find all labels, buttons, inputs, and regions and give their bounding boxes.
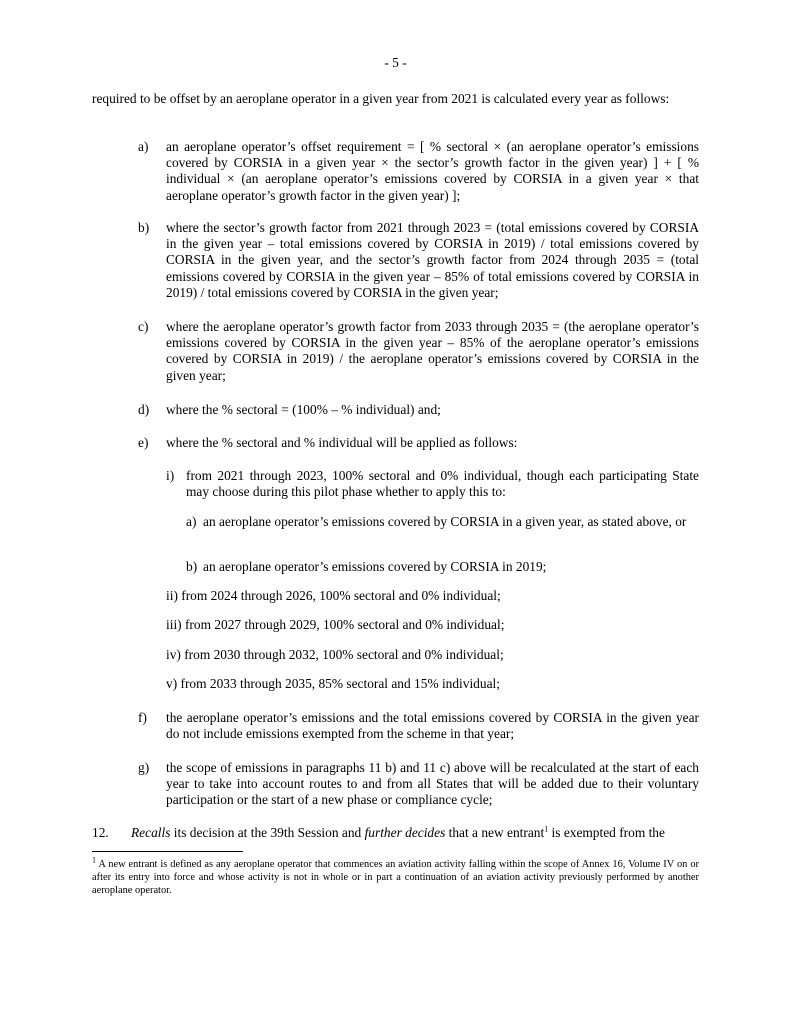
- paragraph-12: [131, 825, 699, 841]
- recalls-text: Recalls: [131, 825, 171, 840]
- item-e-label: e): [138, 435, 149, 450]
- page-number: - 5 -: [384, 55, 407, 70]
- intro-paragraph: required to be offset by an aeroplane operator in a given year from 2021 is calculated every year as follows:: [92, 91, 670, 106]
- further-decides-text: further decides: [364, 825, 446, 840]
- sub-i-text: from 2021 through 2023, 100% sectoral and 0% individual, though each participating State may choose during this pilot phase whether to apply this to:: [186, 468, 699, 500]
- sub-ii: ii) from 2024 through 2026, 100% sectoral and 0% individual;: [166, 588, 501, 603]
- sub-i-label: i): [166, 468, 175, 483]
- p12-part2: that a new entrant: [445, 825, 545, 840]
- item-a-text: an aeroplane operator’s offset requirement = [ % sectoral × (an aeroplane operator’s emissions covered by CORSIA in a given year × the sector’s growth factor in the given year) ] + [ % individual × (an aeroplane operator’s emissions covered by CORSIA in a given year × that aeroplane operator’s growth factor in the given year) ];: [166, 139, 699, 203]
- sub-v: v) from 2033 through 2035, 85% sectoral and 15% individual;: [166, 676, 500, 691]
- item-f-label: f): [138, 710, 147, 725]
- item-b-label: b): [138, 220, 150, 235]
- footnote-divider: [92, 851, 243, 852]
- item-c-text: where the aeroplane operator’s growth factor from 2033 through 2035 = (the aeroplane operator’s emissions covered by CORSIA in the given year – 85% of the aeroplane operator’s emissions covered by CORSIA in 2019) / the aeroplane operator’s emissions covered by CORSIA in the given year;: [166, 319, 699, 383]
- sub-i-option-b-text: an aeroplane operator’s emissions covered by CORSIA in 2019;: [203, 559, 547, 574]
- footnote-ref[interactable]: 1: [544, 824, 549, 834]
- item-a-label: a): [138, 139, 149, 154]
- item-d-label: d): [138, 402, 150, 417]
- item-c-label: c): [138, 319, 149, 334]
- footnote-text: A new entrant is defined as any aeroplane operator that commences an aviation activity falling within the scope of Annex 16, Volume IV on or after its entry into force and whose activity is not in whole or in part a continuation of an aviation activity previously performed by another aeroplane operator.: [92, 859, 699, 897]
- item-f-text: the aeroplane operator’s emissions and the total emissions covered by CORSIA in the given year do not include emissions exempted from the scheme in that year;: [166, 710, 699, 742]
- sub-i-option-b-label: b): [186, 559, 198, 574]
- item-g-label: g): [138, 760, 150, 775]
- item-g-text: the scope of emissions in paragraphs 11 b) and 11 c) above will be recalculated at the start of each year to take into account routes to and from all States that will be added due to their voluntary participation or the start of a new phase or compliance cycle;: [166, 760, 699, 808]
- item-d-text: where the % sectoral = (100% – % individual) and;: [166, 402, 441, 417]
- footnote-marker: 1: [92, 855, 96, 865]
- sub-i-option-a-label: a): [186, 514, 197, 529]
- sub-i-option-a-text: an aeroplane operator’s emissions covered by CORSIA in a given year, as stated above, or: [203, 514, 687, 529]
- sub-iv: iv) from 2030 through 2032, 100% sectoral and 0% individual;: [166, 647, 504, 662]
- sub-iii: iii) from 2027 through 2029, 100% sectoral and 0% individual;: [166, 617, 505, 632]
- paragraph-12-number: 12.: [92, 825, 109, 840]
- footnote: [92, 855, 699, 898]
- p12-part3: is exempted from the: [548, 825, 665, 840]
- item-e-text: where the % sectoral and % individual will be applied as follows:: [166, 435, 518, 450]
- item-b-text: where the sector’s growth factor from 2021 through 2023 = (total emissions covered by CORSIA in the given year – total emissions covered by CORSIA in 2019) / total emissions covered by CORSIA in the given year, and the sector’s growth factor from 2024 through 2035 = (total emissions covered by CORSIA in the given year – 85% of total emissions covered by CORSIA in 2019) / total emissions covered by CORSIA in the given year;: [166, 220, 699, 300]
- p12-part1: its decision at the 39th Session and: [170, 825, 365, 840]
